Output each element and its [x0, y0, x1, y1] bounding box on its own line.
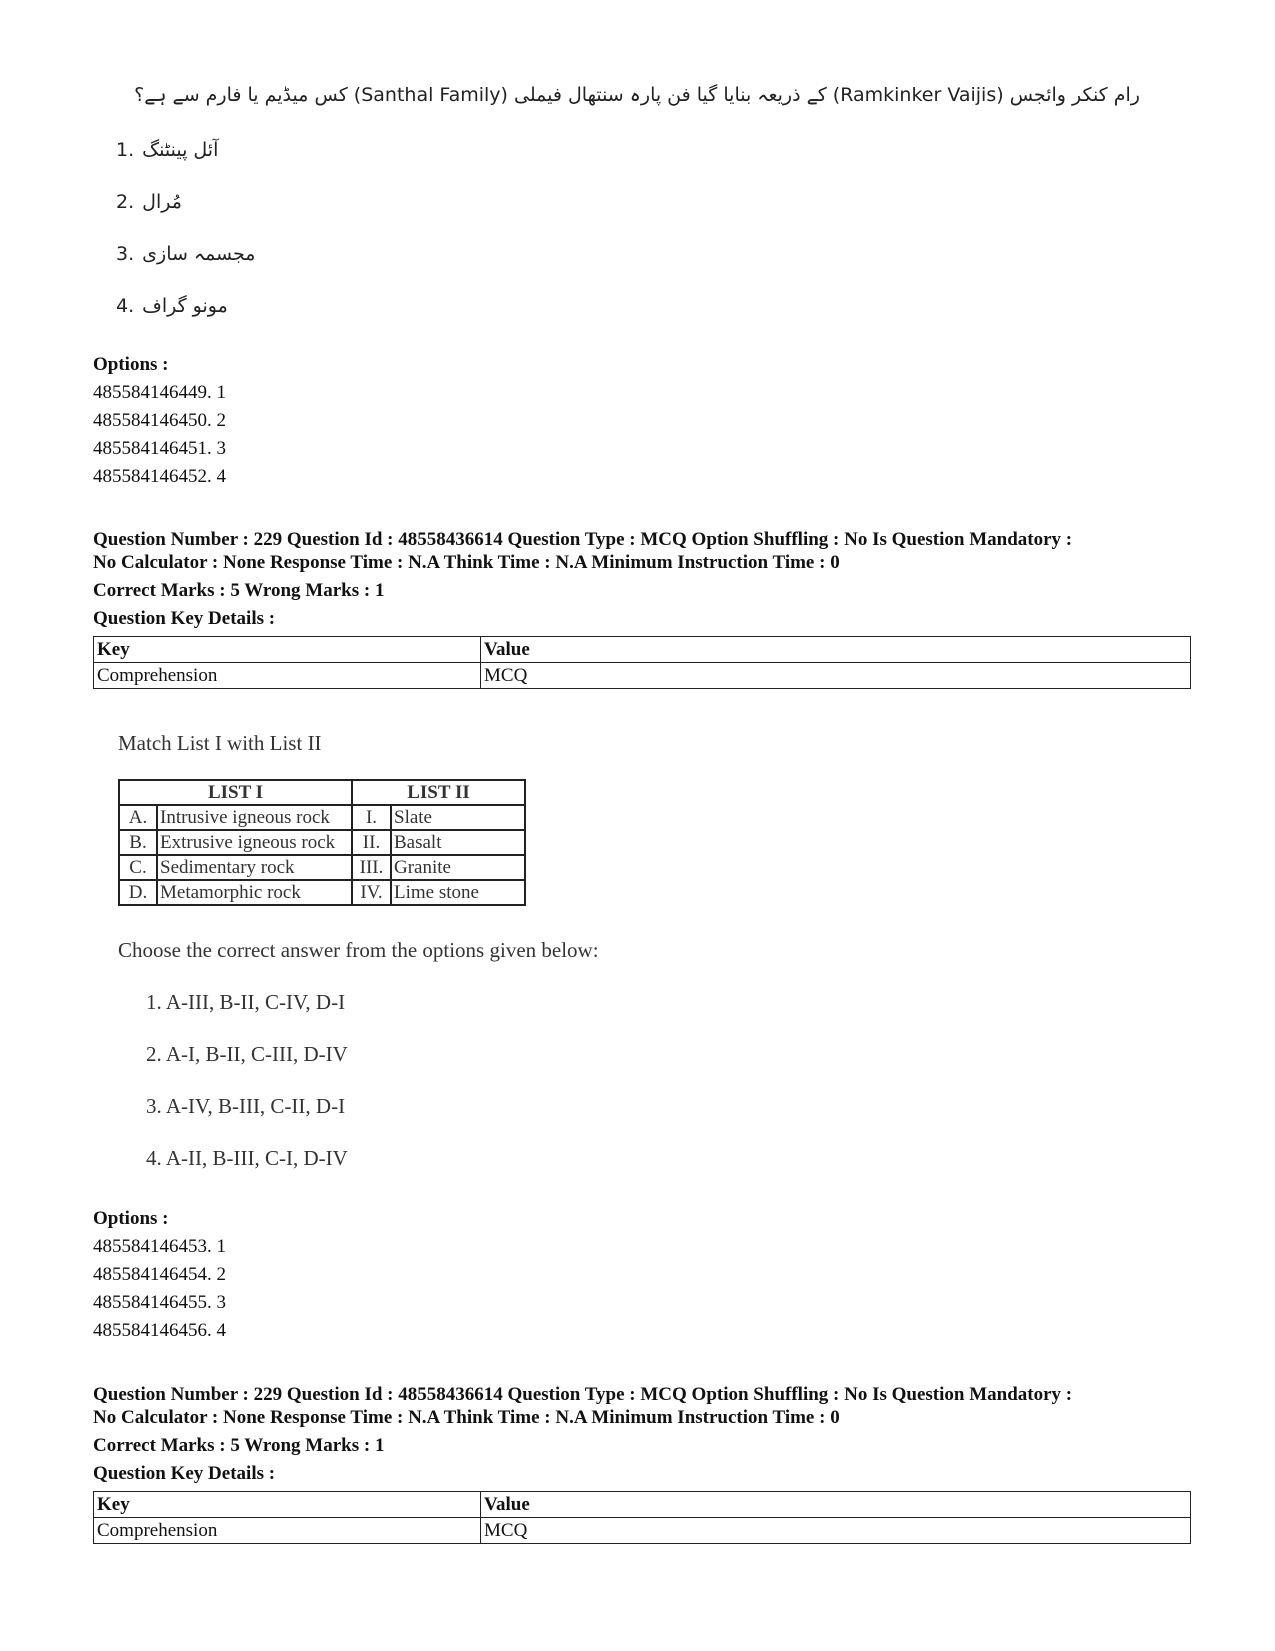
table-header-value: Value — [481, 1492, 1191, 1518]
urdu-choice-2: 2. مُرال — [116, 191, 182, 213]
table-row — [94, 663, 1191, 689]
list-1-item: Sedimentary rock — [157, 855, 352, 880]
urdu-q-part: کے ذریعہ بنایا گیا فن پارہ سنتھال فیملی — [514, 84, 827, 106]
table-row — [119, 880, 525, 905]
answer-choice-1: 1. A-III, B-II, C-IV, D-I — [146, 990, 346, 1014]
table-row — [94, 637, 1191, 663]
question-meta-line: Question Number : 229 Question Id : 48558436614 Question Type : MCQ Option Shuffling : No Is Question Mandatory : — [93, 1384, 1073, 1405]
urdu-q-part-latin: (Santhal Family) — [353, 84, 508, 106]
table-row — [94, 1492, 1191, 1518]
key-details-table — [93, 636, 1191, 689]
table-cell-value: MCQ — [481, 1518, 1191, 1544]
row-label: C. — [119, 855, 157, 880]
option-id: 485584146454. 2 — [93, 1264, 226, 1285]
table-row — [94, 1518, 1191, 1544]
list-1-item: Metamorphic rock — [157, 880, 352, 905]
table-header-key: Key — [94, 637, 481, 663]
answer-choice-3: 3. A-IV, B-III, C-II, D-I — [146, 1094, 346, 1118]
option-id: 485584146456. 4 — [93, 1320, 226, 1341]
list-1-item: Intrusive igneous rock — [157, 805, 352, 830]
urdu-choice-4: 4. مونو گراف — [116, 295, 228, 317]
list-2-item: Basalt — [391, 830, 525, 855]
table-row — [119, 780, 525, 805]
match-list-table — [118, 779, 526, 906]
options-heading: Options : — [93, 1208, 169, 1229]
table-row — [119, 830, 525, 855]
question-meta-line: Question Number : 229 Question Id : 48558436614 Question Type : MCQ Option Shuffling : No Is Question Mandatory : — [93, 529, 1073, 550]
option-id: 485584146452. 4 — [93, 466, 226, 487]
urdu-q-part-latin: (Ramkinker Vaijis) — [832, 84, 1004, 106]
option-id: 485584146453. 1 — [93, 1236, 226, 1257]
list-2-item: Granite — [391, 855, 525, 880]
list-2-item: Slate — [391, 805, 525, 830]
urdu-choice-3: 3. مجسمہ سازی — [116, 243, 256, 265]
table-header-key: Key — [94, 1492, 481, 1518]
row-roman: II. — [352, 830, 391, 855]
urdu-q-part: رام کنکر وائجس — [1009, 84, 1140, 106]
list-2-header: LIST II — [352, 780, 525, 805]
row-label: B. — [119, 830, 157, 855]
option-id: 485584146449. 1 — [93, 382, 226, 403]
row-roman: IV. — [352, 880, 391, 905]
table-cell-value: MCQ — [481, 663, 1191, 689]
row-roman: I. — [352, 805, 391, 830]
row-roman: III. — [352, 855, 391, 880]
answer-choice-4: 4. A-II, B-III, C-I, D-IV — [146, 1146, 348, 1170]
table-cell-key: Comprehension — [94, 663, 481, 689]
key-details-table — [93, 1491, 1191, 1544]
urdu-q-part: کس میڈیم یا فارم سے ہے؟ — [134, 84, 348, 106]
urdu-question-text — [134, 84, 1140, 106]
option-id: 485584146450. 2 — [93, 410, 226, 431]
marks-line: Correct Marks : 5 Wrong Marks : 1 — [93, 580, 385, 601]
options-heading: Options : — [93, 354, 169, 375]
option-id: 485584146455. 3 — [93, 1292, 226, 1313]
row-label: D. — [119, 880, 157, 905]
list-2-item: Lime stone — [391, 880, 525, 905]
marks-line: Correct Marks : 5 Wrong Marks : 1 — [93, 1435, 385, 1456]
table-row — [119, 805, 525, 830]
key-details-label: Question Key Details : — [93, 608, 276, 629]
list-1-item: Extrusive igneous rock — [157, 830, 352, 855]
urdu-choice-1: 1. آئل پینٹنگ — [116, 139, 219, 161]
answer-choice-2: 2. A-I, B-II, C-III, D-IV — [146, 1042, 348, 1066]
question-meta-line: No Calculator : None Response Time : N.A Think Time : N.A Minimum Instruction Time : 0 — [93, 552, 840, 573]
table-row — [119, 855, 525, 880]
table-cell-key: Comprehension — [94, 1518, 481, 1544]
match-heading: Match List I with List II — [118, 731, 322, 755]
key-details-label: Question Key Details : — [93, 1463, 276, 1484]
row-label: A. — [119, 805, 157, 830]
option-id: 485584146451. 3 — [93, 438, 226, 459]
table-header-value: Value — [481, 637, 1191, 663]
choose-instruction: Choose the correct answer from the options given below: — [118, 938, 599, 962]
question-meta-line: No Calculator : None Response Time : N.A Think Time : N.A Minimum Instruction Time : 0 — [93, 1407, 840, 1428]
list-1-header: LIST I — [119, 780, 352, 805]
